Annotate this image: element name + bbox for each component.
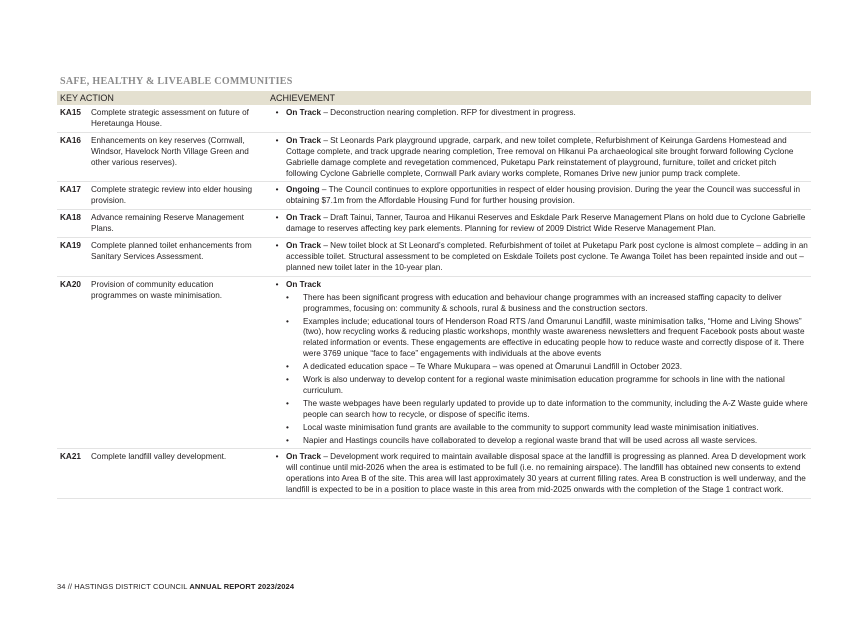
key-action-text: Enhancements on key reserves (Cornwall, Windsor, Havelock North Village Green and other various reserves). — [91, 135, 249, 167]
sub-item-text: Work is also underway to develop content for a regional waste minimisation education programme for schools in line with the national curriculum. — [303, 375, 785, 395]
table-header — [57, 91, 811, 105]
sub-list-item — [286, 423, 809, 434]
status-label: On Track — [286, 213, 322, 223]
bullet-icon: • — [275, 452, 279, 462]
table-row — [57, 449, 811, 499]
sub-list-item — [286, 317, 809, 361]
table-row — [57, 105, 811, 133]
sub-item-text: Local waste minimisation fund grants are available to the community to support community lead waste minimisation initiatives. — [303, 422, 759, 432]
key-action-code: KA16 — [60, 135, 81, 145]
achievement-cell — [286, 108, 811, 130]
sub-item-text: Napier and Hastings councils have collaborated to develop a regional waste brand that will be used across all waste services. — [303, 435, 758, 445]
sub-bullet-icon: • — [286, 292, 289, 302]
sub-item-text: Examples include; educational tours of Henderson Road RTS /and Ōmarunui Landfill, waste minimisation talks, “Home and Living Shows” (two), how recycling works & reducing plastic workshops, monthly waste awareness newsletters and frequent Facebook posts about waste related information or events. These engagements are effective in educating people how to reduce waste and correctly dispose of it. There were 3769 unique “face to face” engagements with individuals at the above events — [303, 316, 805, 359]
achievement-cell — [286, 213, 811, 235]
achievement-text — [286, 452, 809, 496]
header-key-action: KEY ACTION — [60, 93, 114, 103]
table-row — [57, 133, 811, 183]
bullet-icon: • — [275, 241, 279, 251]
achievement-detail: – New toilet block at St Leonard’s completed. Refurbishment of toilet at Puketapu Park post cyclone is almost complete – adding in an accessible toilet. Structural assessment to be completed on Eskdale Toilets post cyclone. Te Awanga Toilet has been repainted inside and out – planned new toilet later in the 10-year plan. — [286, 241, 808, 272]
table-row — [57, 182, 811, 210]
status-label: On Track — [286, 108, 322, 117]
achievement-cell — [286, 241, 811, 274]
achievement-text — [286, 185, 809, 207]
key-action-code: KA19 — [60, 241, 81, 251]
sub-bullet-icon: • — [286, 316, 289, 326]
sub-list-item — [286, 375, 809, 397]
sub-list-item — [286, 293, 809, 315]
footer-prefix: 34 // HASTINGS DISTRICT COUNCIL — [57, 582, 190, 591]
bullet-icon: • — [275, 135, 279, 145]
sub-item-text: There has been significant progress with education and behaviour change programmes with an increased staffing capacity to deliver programmes, focusing on: community & schools, rural & business and the construction sectors. — [303, 292, 782, 313]
status-label: Ongoing — [286, 185, 320, 195]
page-footer — [57, 582, 294, 591]
key-action-text: Complete strategic assessment on future of Heretaunga House. — [91, 108, 249, 128]
sub-list-item — [286, 399, 809, 421]
achievement-text — [286, 136, 809, 180]
sub-bullet-icon: • — [286, 375, 289, 385]
sub-item-text: A dedicated education space – Te Whare Mukupara – was opened at Ōmarunui Landfill in October 2023. — [303, 362, 682, 372]
sub-list-item — [286, 436, 809, 447]
achievement-text — [286, 280, 809, 291]
bullet-icon: • — [275, 279, 279, 289]
sub-item-text: The waste webpages have been regularly updated to provide up to date information to the community, including the A-Z Waste guide where people can search how to recycle, or dispose of specific items. — [303, 398, 808, 419]
table-body — [57, 105, 811, 499]
key-action-text: Provision of community education programmes on waste minimisation. — [91, 279, 223, 300]
table-row — [57, 277, 811, 450]
sub-bullet-icon: • — [286, 362, 289, 372]
achievement-cell — [286, 136, 811, 180]
key-action-text: Advance remaining Reserve Management Plans. — [91, 213, 244, 234]
achievement-cell — [286, 452, 811, 496]
table-row — [57, 210, 811, 238]
status-label: On Track — [286, 452, 322, 462]
table-row — [57, 238, 811, 277]
achievement-text — [286, 241, 809, 274]
achievement-text — [286, 108, 809, 119]
key-action-text: Complete planned toilet enhancements from Sanitary Services Assessment. — [91, 241, 252, 261]
sub-list-item — [286, 362, 809, 373]
sub-bullet-icon: • — [286, 398, 289, 408]
status-label: On Track — [286, 279, 322, 289]
achievement-cell — [286, 185, 811, 207]
section-title: SAFE, HEALTHY & LIVEABLE COMMUNITIES — [60, 76, 293, 87]
bullet-icon: • — [275, 185, 279, 195]
key-actions-table — [57, 91, 811, 499]
footer-report-title: ANNUAL REPORT 2023/2024 — [189, 582, 295, 591]
achievement-detail: – Development work required to maintain available disposal space at the landfill is progressing as planned. Area D development work will continue until mid-2026 when the area is estimated to be full (i.e. no remaining airspace). The landfill has obtained new consents to extend operations into Area B of the site. This area will last approximately 30 years at current filling rates. Area B construction is well underway, and the landfill is expected to be in a position to place waste in this area from mid-2025 onwards with the completion of the Stage 1 contract work. — [286, 452, 806, 495]
status-label: On Track — [286, 241, 322, 251]
key-action-code: KA17 — [60, 185, 81, 195]
bullet-icon: • — [275, 108, 279, 117]
key-action-code: KA15 — [60, 108, 81, 117]
header-achievement: ACHIEVEMENT — [270, 93, 336, 103]
achievement-detail: – St Leonards Park playground upgrade, carpark, and new toilet complete, Refurbishment of Keirunga Gardens Homestead and Cottage complete, and track upgrade nearing completion, Tree removal on Hikanui Pa archaeological site brought forward following Cyclone Gabrielle damage complete and revegetation commenced, Puketapu Park reinstatement of playground, furniture, toilet and cricket pitch following Cyclone Gabrielle complete, Cornwall Park aviary works complete, Romanes Drive new junior pump track complete. — [286, 135, 794, 178]
key-action-code: KA20 — [60, 279, 81, 289]
key-action-text: Complete strategic review into elder housing provision. — [91, 185, 253, 206]
sub-bullet-icon: • — [286, 435, 289, 445]
sub-bullet-icon: • — [286, 422, 289, 432]
key-action-code: KA21 — [60, 452, 81, 462]
achievement-text — [286, 213, 809, 235]
achievement-cell — [286, 280, 811, 447]
achievement-detail: – Deconstruction nearing completion. RFP for divestment in progress. — [321, 108, 576, 117]
key-action-text: Complete landfill valley development. — [91, 452, 227, 462]
achievement-detail: – Draft Tainui, Tanner, Tauroa and Hikanui Reserves and Eskdale Park Reserve Management Plans on hold due to Cyclone Gabrielle damage to reserves affecting key park elements. Planning for review of 2009 District Wide Reserve Management Plan. — [286, 213, 806, 234]
status-label: On Track — [286, 135, 322, 145]
key-action-code: KA18 — [60, 213, 81, 223]
bullet-icon: • — [275, 213, 279, 223]
achievement-detail: – The Council continues to explore opportunities in respect of elder housing provision. During the year the Council was successful in obtaining $7.1m from the Affordable Housing Fund for further housing provision. — [286, 185, 801, 206]
